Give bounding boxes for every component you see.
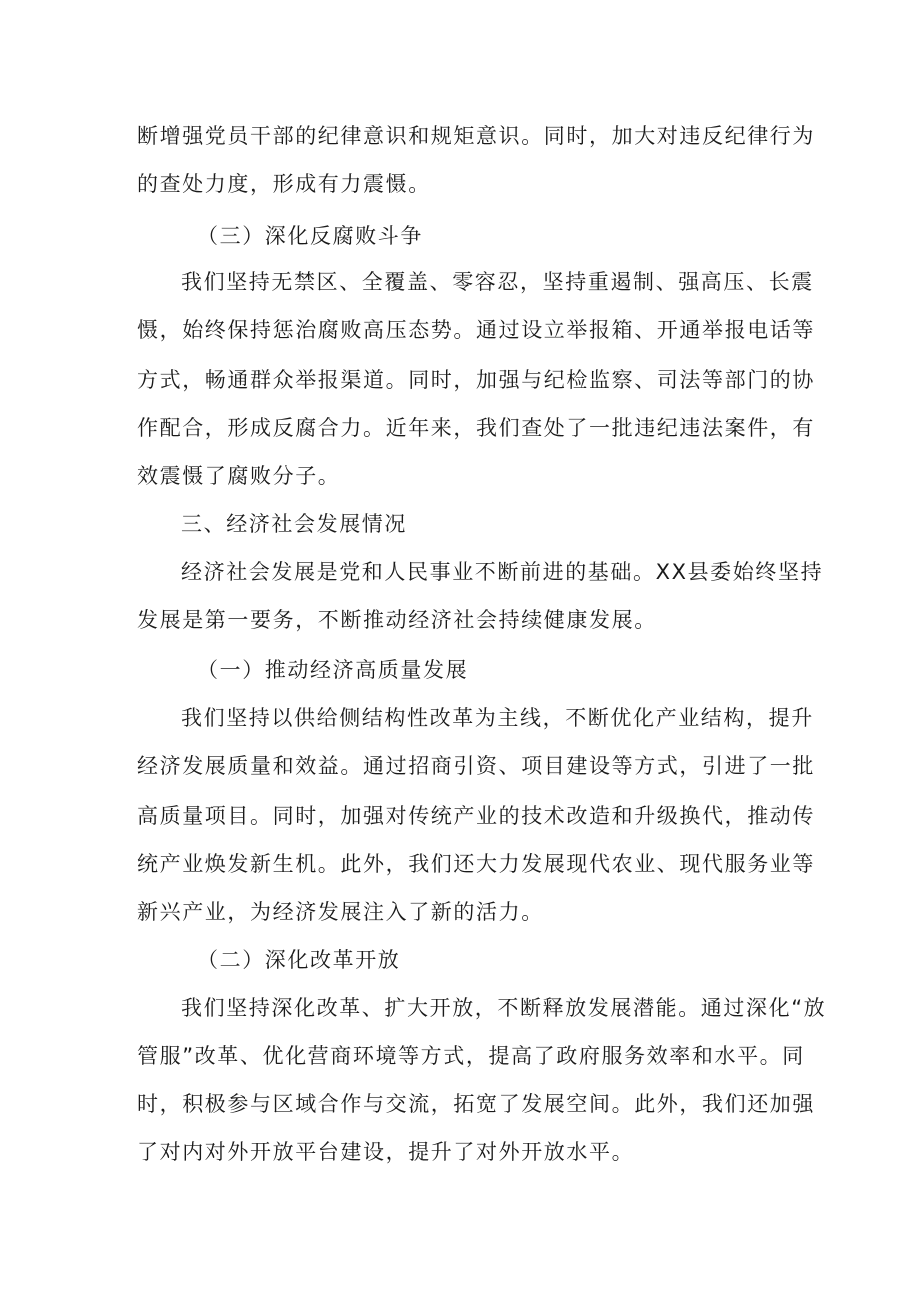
paragraph-line: 新兴产业，为经济发展注入了新的活力。 [137,900,544,924]
section-heading: （一）推动经济高质量发展 [197,658,469,682]
paragraph-line: 我们坚持以供给侧结构性改革为主线，不断优化产业结构，提升 [181,706,814,730]
paragraph-line: 统产业焕发新生机。此外，我们还大力发展现代农业、现代服务业等 [137,852,815,876]
section-heading: （三）深化反腐败斗争 [197,224,423,248]
paragraph-line: 慑，始终保持惩治腐败高压态势。通过设立举报箱、开通举报电话等 [137,318,815,342]
paragraph-line: 方式，畅通群众举报渠道。同时，加强与纪检监察、司法等部门的协 [137,368,815,392]
paragraph-line: 作配合，形成反腐合力。近年来，我们查处了一批违纪违法案件，有 [137,416,815,440]
paragraph-line: 时，积极参与区域合作与交流，拓宽了发展空间。此外，我们还加强 [137,1092,815,1116]
chapter-heading: 三、经济社会发展情况 [181,512,407,536]
paragraph-line: 了对内对外开放平台建设，提升了对外开放水平。 [137,1140,635,1164]
paragraph-line: 的查处力度，形成有力震慑。 [137,172,431,196]
paragraph-line: 经济发展质量和效益。通过招商引资、项目建设等方式，引进了一批 [137,754,815,778]
paragraph-line: 发展是第一要务，不断推动经济社会持续健康发展。 [137,608,657,632]
paragraph-line: 管服”改革、优化营商环境等方式，提高了政府服务效率和水平。同 [137,1044,805,1068]
paragraph-line: 我们坚持无禁区、全覆盖、零容忍，坚持重遏制、强高压、长震 [181,270,814,294]
paragraph-line: 我们坚持深化改革、扩大开放，不断释放发展潜能。通过深化“放 [181,996,827,1020]
paragraph-line: 效震慑了腐败分子。 [137,464,341,488]
section-heading: （二）深化改革开放 [197,948,401,972]
paragraph-line: 经济社会发展是党和人民事业不断前进的基础。XX县委始终坚持 [181,560,824,584]
paragraph-line: 断增强党员干部的纪律意识和规矩意识。同时，加大对违反纪律行为 [137,124,815,148]
paragraph-line: 高质量项目。同时，加强对传统产业的技术改造和升级换代，推动传 [137,804,815,828]
